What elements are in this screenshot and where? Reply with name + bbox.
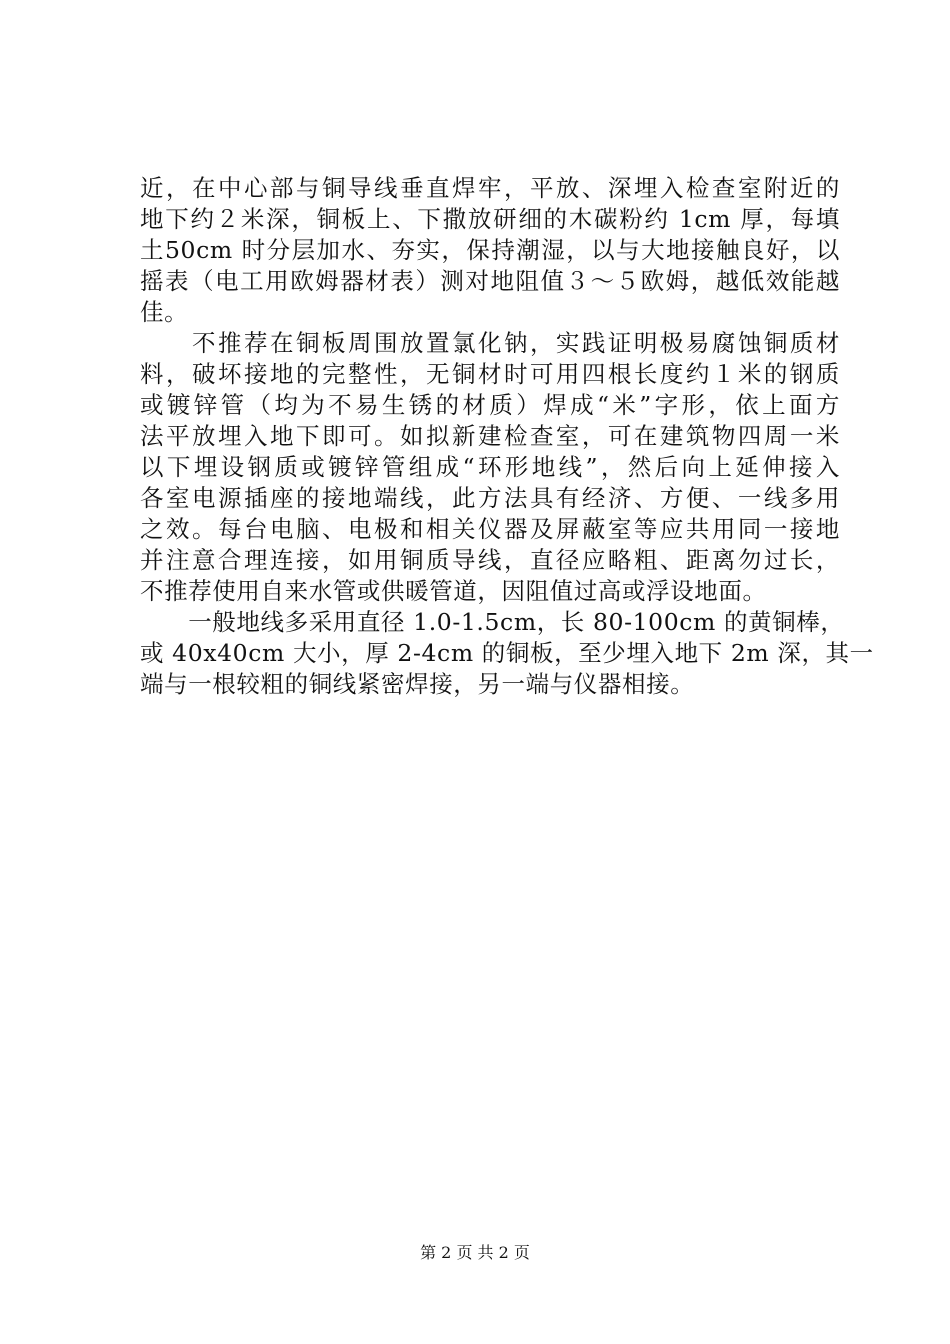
text-line: 近，在中心部与铜导线垂直焊牢，平放、深埋入检查室附近的: [140, 174, 840, 202]
text-line: 一般地线多采用直径 1.0-1.5cm，长 80-100cm 的黄铜棒，: [140, 608, 845, 636]
text-line: 各室电源插座的接地端线，此方法具有经济、方便、一线多用: [140, 484, 840, 512]
text-line: 摇表（电工用欧姆器材表）测对地阻值３～５欧姆，越低效能越: [140, 267, 840, 295]
page-footer: 第 2 页 共 2 页: [420, 1243, 530, 1262]
text-line: 并注意合理连接，如用铜质导线，直径应略粗、距离勿过长，: [140, 546, 840, 574]
text-line: 地下约２米深，铜板上、下撒放研细的木碳粉约 1cm 厚，每填: [140, 205, 840, 233]
text-line: 之效。每台电脑、电极和相关仪器及屏蔽室等应共用同一接地: [140, 515, 840, 543]
text-line: 不推荐在铜板周围放置氯化钠，实践证明极易腐蚀铜质材: [140, 329, 840, 357]
body-text: [140, 173, 874, 700]
text-line: 端与一根较粗的铜线紧密焊接，另一端与仪器相接。: [140, 670, 695, 698]
text-line: 或镀锌管（均为不易生锈的材质）焊成“米”字形，依上面方: [140, 391, 840, 419]
text-line: 佳。: [140, 298, 189, 326]
text-line: 法平放埋入地下即可。如拟新建检查室，可在建筑物四周一米: [140, 422, 840, 450]
text-line: 或 40x40cm 大小，厚 2-4cm 的铜板，至少埋入地下 2m 深，其一: [140, 639, 874, 667]
text-line: 以下埋设钢质或镀锌管组成“环形地线”，然后向上延伸接入: [140, 453, 840, 481]
text-line: 料，破坏接地的完整性，无铜材时可用四根长度约１米的钢质: [140, 360, 840, 388]
text-line: 不推荐使用自来水管或供暖管道，因阻值过高或浮设地面。: [140, 577, 767, 605]
text-line: 土50cm 时分层加水、夯实，保持潮湿，以与大地接触良好，以: [140, 236, 840, 264]
